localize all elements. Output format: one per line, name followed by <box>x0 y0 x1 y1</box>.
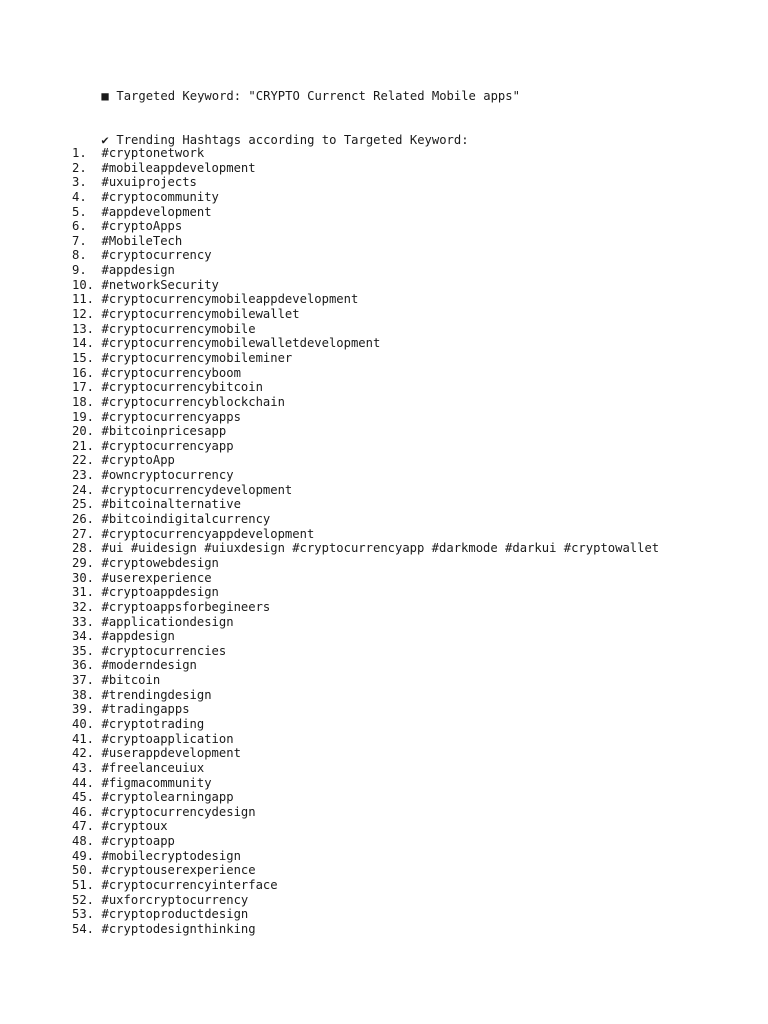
list-item-number: 22. <box>72 453 95 468</box>
hashtag-text: #cryptocurrencyappdevelopment <box>101 526 315 541</box>
list-item <box>72 395 659 410</box>
list-item-number: 38. <box>72 687 95 702</box>
list-item <box>72 278 659 293</box>
list-item-number: 44. <box>72 775 95 790</box>
list-item <box>72 527 659 542</box>
list-item <box>72 292 659 307</box>
list-item-number: 10. <box>72 277 95 292</box>
hashtag-text: #moderndesign <box>101 658 197 673</box>
list-item <box>72 732 659 747</box>
list-item-number: 35. <box>72 643 95 658</box>
list-item-number: 33. <box>72 614 95 629</box>
hashtag-list <box>72 146 659 937</box>
list-item-number: 32. <box>72 599 95 614</box>
checkmark-bullet-icon: ✔ <box>101 133 109 147</box>
hashtag-text: #cryptocurrencybitcoin <box>101 380 263 395</box>
list-item-number: 29. <box>72 555 95 570</box>
hashtag-text: #cryptodesignthinking <box>101 921 256 936</box>
list-item-number: 53. <box>72 907 95 922</box>
list-item <box>72 453 659 468</box>
hashtag-text: #uxuiprojects <box>101 175 197 190</box>
list-item <box>72 673 659 688</box>
hashtag-text: #appdesign <box>101 629 175 644</box>
list-item-number: 54. <box>72 921 95 936</box>
hashtag-text: #cryptonetwork <box>101 146 205 160</box>
hashtag-text: #userexperience <box>101 570 212 585</box>
hashtag-text: #appdesign <box>101 263 175 278</box>
list-item <box>72 805 659 820</box>
list-item <box>72 761 659 776</box>
list-item-number: 20. <box>72 424 95 439</box>
list-item <box>72 468 659 483</box>
list-item <box>72 615 659 630</box>
list-item <box>72 219 659 234</box>
list-item <box>72 556 659 571</box>
list-item <box>72 746 659 761</box>
list-item <box>72 585 659 600</box>
hashtag-text: #cryptoproductdesign <box>101 907 249 922</box>
list-item-number: 48. <box>72 834 95 849</box>
list-item <box>72 161 659 176</box>
hashtag-text: #cryptoux <box>101 819 168 834</box>
list-item-number: 52. <box>72 892 95 907</box>
list-item <box>72 790 659 805</box>
list-item-number: 17. <box>72 380 95 395</box>
hashtag-text: #cryptocurrencyapp <box>101 438 234 453</box>
list-item <box>72 175 659 190</box>
hashtags-heading-text: Trending Hashtags according to Targeted Keyword: <box>116 133 469 147</box>
list-item-number: 47. <box>72 819 95 834</box>
list-item <box>72 424 659 439</box>
list-item-number: 45. <box>72 790 95 805</box>
list-item-number: 2. <box>72 160 87 175</box>
list-item-number: 8. <box>72 248 87 263</box>
list-item-number: 11. <box>72 292 95 307</box>
hashtag-text: #MobileTech <box>101 233 183 248</box>
hashtag-text: #cryptocurrencydevelopment <box>101 482 293 497</box>
list-item-number: 27. <box>72 526 95 541</box>
hashtag-text: #cryptouserexperience <box>101 863 256 878</box>
list-item-number: 40. <box>72 716 95 731</box>
hashtag-text: #cryptocurrencies <box>101 643 227 658</box>
list-item-number: 23. <box>72 468 95 483</box>
hashtag-text: #cryptoappsforbegineers <box>101 599 271 614</box>
hashtag-text: #cryptoapplication <box>101 731 234 746</box>
hashtag-text: #cryptolearningapp <box>101 790 234 805</box>
list-item-number: 15. <box>72 350 95 365</box>
hashtag-text: #cryptocurrencydesign <box>101 804 256 819</box>
list-item-number: 7. <box>72 233 87 248</box>
list-item <box>72 878 659 893</box>
list-item <box>72 819 659 834</box>
list-item-number: 16. <box>72 365 95 380</box>
list-item <box>72 380 659 395</box>
hashtag-text: #cryptocurrencymobileappdevelopment <box>101 292 359 307</box>
list-item-number: 19. <box>72 409 95 424</box>
hashtag-text: #cryptocurrencymobilewallet <box>101 307 300 322</box>
hashtag-text: #figmacommunity <box>101 775 212 790</box>
hashtag-text: #trendingdesign <box>101 687 212 702</box>
list-item <box>72 702 659 717</box>
hashtag-text: #tradingapps <box>101 702 190 717</box>
targeted-keyword-text: Targeted Keyword: "CRYPTO Currenct Related Mobile apps" <box>116 89 520 103</box>
list-item-number: 13. <box>72 321 95 336</box>
hashtag-text: #cryptocurrencymobile <box>101 321 256 336</box>
hashtag-text: #cryptocurrency <box>101 248 212 263</box>
list-item-number: 50. <box>72 863 95 878</box>
hashtag-text: #uxforcryptocurrency <box>101 892 249 907</box>
hashtag-text: #bitcoindigitalcurrency <box>101 512 271 527</box>
list-item-number: 37. <box>72 673 95 688</box>
hashtag-text: #cryptotrading <box>101 716 205 731</box>
hashtag-text: #cryptocommunity <box>101 189 219 204</box>
hashtag-text: #mobilecryptodesign <box>101 848 241 863</box>
targeted-keyword <box>72 72 520 120</box>
list-item <box>72 410 659 425</box>
list-item <box>72 541 659 556</box>
list-item <box>72 776 659 791</box>
list-item-number: 12. <box>72 307 95 322</box>
list-item <box>72 190 659 205</box>
list-item <box>72 834 659 849</box>
list-item <box>72 263 659 278</box>
list-item <box>72 483 659 498</box>
hashtag-text: #owncryptocurrency <box>101 468 234 483</box>
list-item-number: 24. <box>72 482 95 497</box>
list-item <box>72 893 659 908</box>
hashtag-text: #cryptocurrencyapps <box>101 409 241 424</box>
list-item-number: 5. <box>72 204 87 219</box>
list-item <box>72 497 659 512</box>
list-item <box>72 146 659 161</box>
list-item <box>72 248 659 263</box>
hashtag-text: #appdevelopment <box>101 204 212 219</box>
list-item <box>72 849 659 864</box>
list-item <box>72 512 659 527</box>
hashtag-text: #cryptocurrencyinterface <box>101 878 278 893</box>
list-item-number: 1. <box>72 146 87 160</box>
list-item <box>72 717 659 732</box>
list-item-number: 30. <box>72 570 95 585</box>
hashtag-text: #mobileappdevelopment <box>101 160 256 175</box>
list-item-number: 21. <box>72 438 95 453</box>
list-item <box>72 629 659 644</box>
hashtag-text: #cryptocurrencyblockchain <box>101 394 285 409</box>
list-item <box>72 205 659 220</box>
list-item <box>72 907 659 922</box>
list-item <box>72 351 659 366</box>
list-item-number: 28. <box>72 541 95 556</box>
list-item <box>72 322 659 337</box>
list-item <box>72 366 659 381</box>
list-item-number: 31. <box>72 585 95 600</box>
list-item-number: 4. <box>72 189 87 204</box>
list-item <box>72 234 659 249</box>
hashtag-text: #freelanceuiux <box>101 760 205 775</box>
list-item <box>72 922 659 937</box>
hashtag-text: #applicationdesign <box>101 614 234 629</box>
list-item <box>72 439 659 454</box>
hashtag-text: #ui #uidesign #uiuxdesign #cryptocurrencyapp #darkmode #darkui #cryptowallet <box>101 541 660 556</box>
list-item <box>72 863 659 878</box>
hashtag-text: #cryptoApp <box>101 453 175 468</box>
list-item <box>72 336 659 351</box>
hashtag-text: #bitcoinalternative <box>101 497 241 512</box>
hashtag-text: #cryptocurrencymobileminer <box>101 350 293 365</box>
list-item-number: 9. <box>72 263 87 278</box>
hashtag-text: #cryptocurrencyboom <box>101 365 241 380</box>
hashtag-text: #cryptowebdesign <box>101 555 219 570</box>
list-item-number: 36. <box>72 658 95 673</box>
list-item-number: 46. <box>72 804 95 819</box>
list-item-number: 3. <box>72 175 87 190</box>
hashtag-text: #networkSecurity <box>101 277 219 292</box>
square-bullet-icon: ■ <box>101 89 109 103</box>
list-item <box>72 644 659 659</box>
list-item-number: 51. <box>72 878 95 893</box>
hashtag-text: #bitcoinpricesapp <box>101 424 227 439</box>
list-item-number: 39. <box>72 702 95 717</box>
hashtag-text: #cryptoApps <box>101 219 183 234</box>
list-item-number: 14. <box>72 336 95 351</box>
list-item-number: 26. <box>72 512 95 527</box>
list-item-number: 41. <box>72 731 95 746</box>
list-item-number: 43. <box>72 760 95 775</box>
hashtag-text: #userappdevelopment <box>101 746 241 761</box>
hashtag-text: #cryptoapp <box>101 834 175 849</box>
list-item <box>72 571 659 586</box>
hashtag-text: #bitcoin <box>101 673 161 688</box>
list-item <box>72 688 659 703</box>
list-item <box>72 307 659 322</box>
list-item-number: 42. <box>72 746 95 761</box>
hashtag-text: #cryptoappdesign <box>101 585 219 600</box>
list-item <box>72 658 659 673</box>
list-item <box>72 600 659 615</box>
hashtag-text: #cryptocurrencymobilewalletdevelopment <box>101 336 381 351</box>
list-item-number: 34. <box>72 629 95 644</box>
list-item-number: 18. <box>72 394 95 409</box>
list-item-number: 6. <box>72 219 87 234</box>
list-item-number: 49. <box>72 848 95 863</box>
list-item-number: 25. <box>72 497 95 512</box>
